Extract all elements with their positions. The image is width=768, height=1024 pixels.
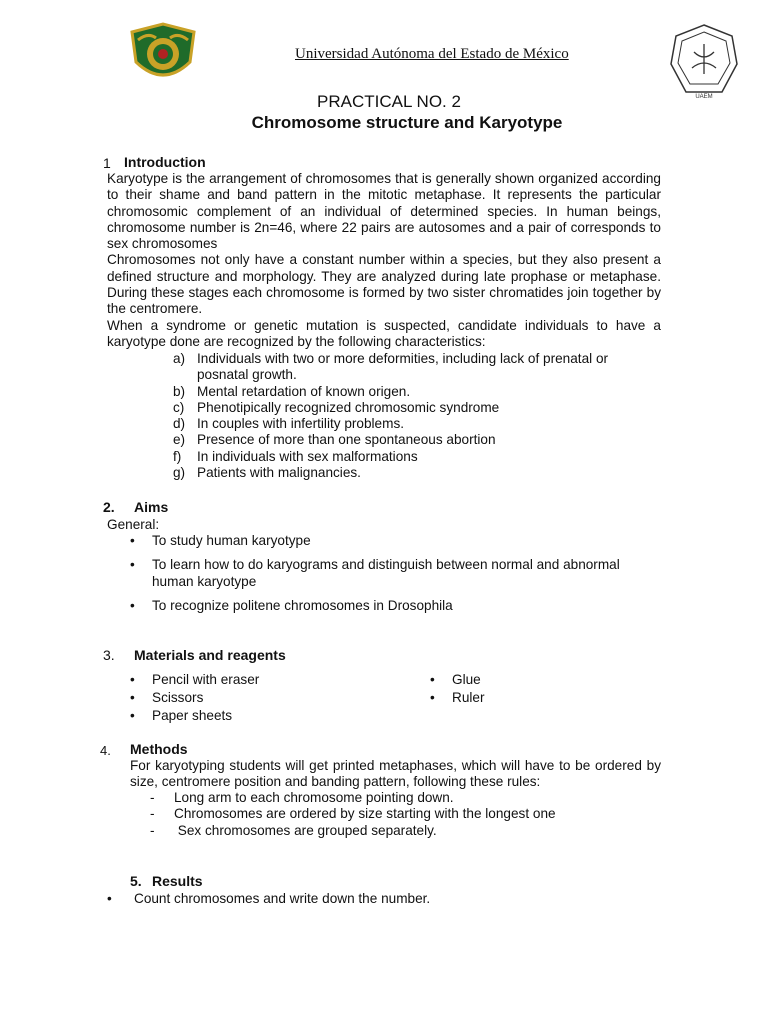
introduction-body	[107, 171, 661, 350]
list-item	[173, 384, 663, 400]
list-text: Glue	[452, 672, 481, 687]
list-item	[173, 416, 663, 432]
paragraph: When a syndrome or genetic mutation is suspected, candidate individuals to have a karyotype done are recognized by the following characteristics:	[107, 317, 661, 349]
list-item	[130, 598, 650, 614]
section-number: 2.	[103, 499, 115, 515]
list-item	[130, 690, 390, 706]
bullet: •	[130, 672, 135, 687]
list-text: To study human karyotype	[152, 533, 311, 548]
list-label: d)	[173, 416, 186, 432]
section-heading-introduction: Introduction	[124, 154, 206, 170]
list-text: Sex chromosomes are grouped separately.	[174, 822, 437, 838]
list-item	[150, 806, 670, 822]
list-label: e)	[173, 432, 186, 448]
dash: -	[150, 806, 155, 822]
list-text: Phenotipically recognized chromosomic syndrome	[197, 399, 500, 415]
list-item	[130, 672, 390, 688]
list-text: To recognize politene chromosomes in Drosophila	[152, 597, 453, 613]
list-text: Pencil with eraser	[152, 672, 260, 687]
bullet: •	[430, 672, 435, 687]
bullet: •	[430, 689, 435, 705]
characteristics-list	[173, 351, 663, 481]
section-number: 3.	[103, 647, 115, 663]
list-item	[173, 400, 663, 416]
methods-body: For karyotyping students will get printed metaphases, which will have to be ordered by size, centromere position and banding pattern, following these rules:	[130, 758, 661, 790]
list-text: Scissors	[152, 689, 204, 705]
list-label: g)	[173, 465, 186, 481]
list-item	[130, 557, 650, 590]
faculty-seal-logo	[668, 22, 740, 102]
list-label: a)	[173, 351, 186, 366]
list-item	[107, 891, 627, 907]
university-seal-logo	[128, 22, 198, 88]
list-text: Presence of more than one spontaneous abortion	[197, 432, 496, 448]
bullet: •	[130, 689, 135, 705]
list-label: f)	[173, 448, 182, 464]
list-text: Count chromosomes and write down the number.	[134, 891, 431, 906]
list-text: In individuals with sex malformations	[197, 448, 418, 464]
paragraph: Karyotype is the arrangement of chromosomes that is generally shown organized according to their shame and band pattern in the mitotic metaphase. It represents the particular chromosomic complement of an individual of determined species. In human beings, chromosome number is 2n=46, where 22 pairs are autosomes and a pair of corresponds to sex chromosomes	[107, 171, 661, 252]
paragraph: Chromosomes not only have a constant number within a species, but they also present a defined structure and morphology. They are analyzed during late prophase or metaphase. During these stages each chromosome is formed by two sister chromatides join together by the centromere.	[107, 252, 661, 317]
list-text: Ruler	[452, 689, 485, 705]
materials-list-right	[430, 672, 630, 706]
methods-rules	[150, 790, 670, 839]
materials-list-left	[130, 672, 390, 724]
bullet: •	[130, 533, 135, 548]
list-text: Patients with malignancies.	[197, 465, 361, 481]
aims-subheading: General:	[107, 517, 160, 532]
list-text: Chromosomes are ordered by size starting with the longest one	[174, 806, 556, 822]
list-item	[173, 432, 663, 448]
list-text: Individuals with two or more deformities, including lack of prenatal or posnatal growth.	[197, 351, 609, 383]
list-item	[430, 690, 630, 706]
university-name: Universidad Autónoma del Estado de México	[295, 46, 569, 62]
section-number: 1	[103, 155, 111, 171]
list-item	[173, 351, 663, 384]
dash: -	[150, 822, 155, 838]
section-heading-aims: Aims	[134, 499, 169, 515]
aims-list	[130, 533, 650, 614]
bullet: •	[130, 707, 135, 723]
section-heading-materials: Materials and reagents	[134, 647, 286, 663]
list-text: Paper sheets	[152, 707, 233, 723]
list-item	[150, 790, 670, 806]
bullet: •	[130, 597, 135, 613]
list-text: To learn how to do karyograms and distinguish between normal and abnormal human karyotype	[152, 557, 620, 589]
section-heading-methods: Methods	[130, 741, 188, 757]
page-subtitle: Chromosome structure and Karyotype	[251, 113, 563, 132]
list-item	[130, 708, 390, 724]
list-item	[430, 672, 630, 688]
list-label: b)	[173, 383, 186, 399]
section-number: 4.	[100, 743, 111, 758]
list-item	[130, 533, 650, 549]
bullet: •	[107, 891, 112, 906]
list-text: In couples with infertility problems.	[197, 416, 405, 432]
dash: -	[150, 790, 155, 805]
page-title: PRACTICAL NO. 2	[317, 92, 461, 111]
list-text: Mental retardation of known origen.	[197, 383, 411, 399]
results-list	[107, 891, 627, 907]
list-item	[150, 823, 670, 839]
list-item	[173, 449, 663, 465]
section-number: 5.	[130, 873, 142, 889]
list-label: c)	[173, 399, 185, 415]
faculty-seal-sub: UAEM	[695, 94, 713, 100]
list-text: Long arm to each chromosome pointing down.	[174, 790, 454, 805]
list-item	[173, 465, 663, 481]
section-heading-results: Results	[152, 873, 203, 889]
bullet: •	[130, 557, 135, 573]
